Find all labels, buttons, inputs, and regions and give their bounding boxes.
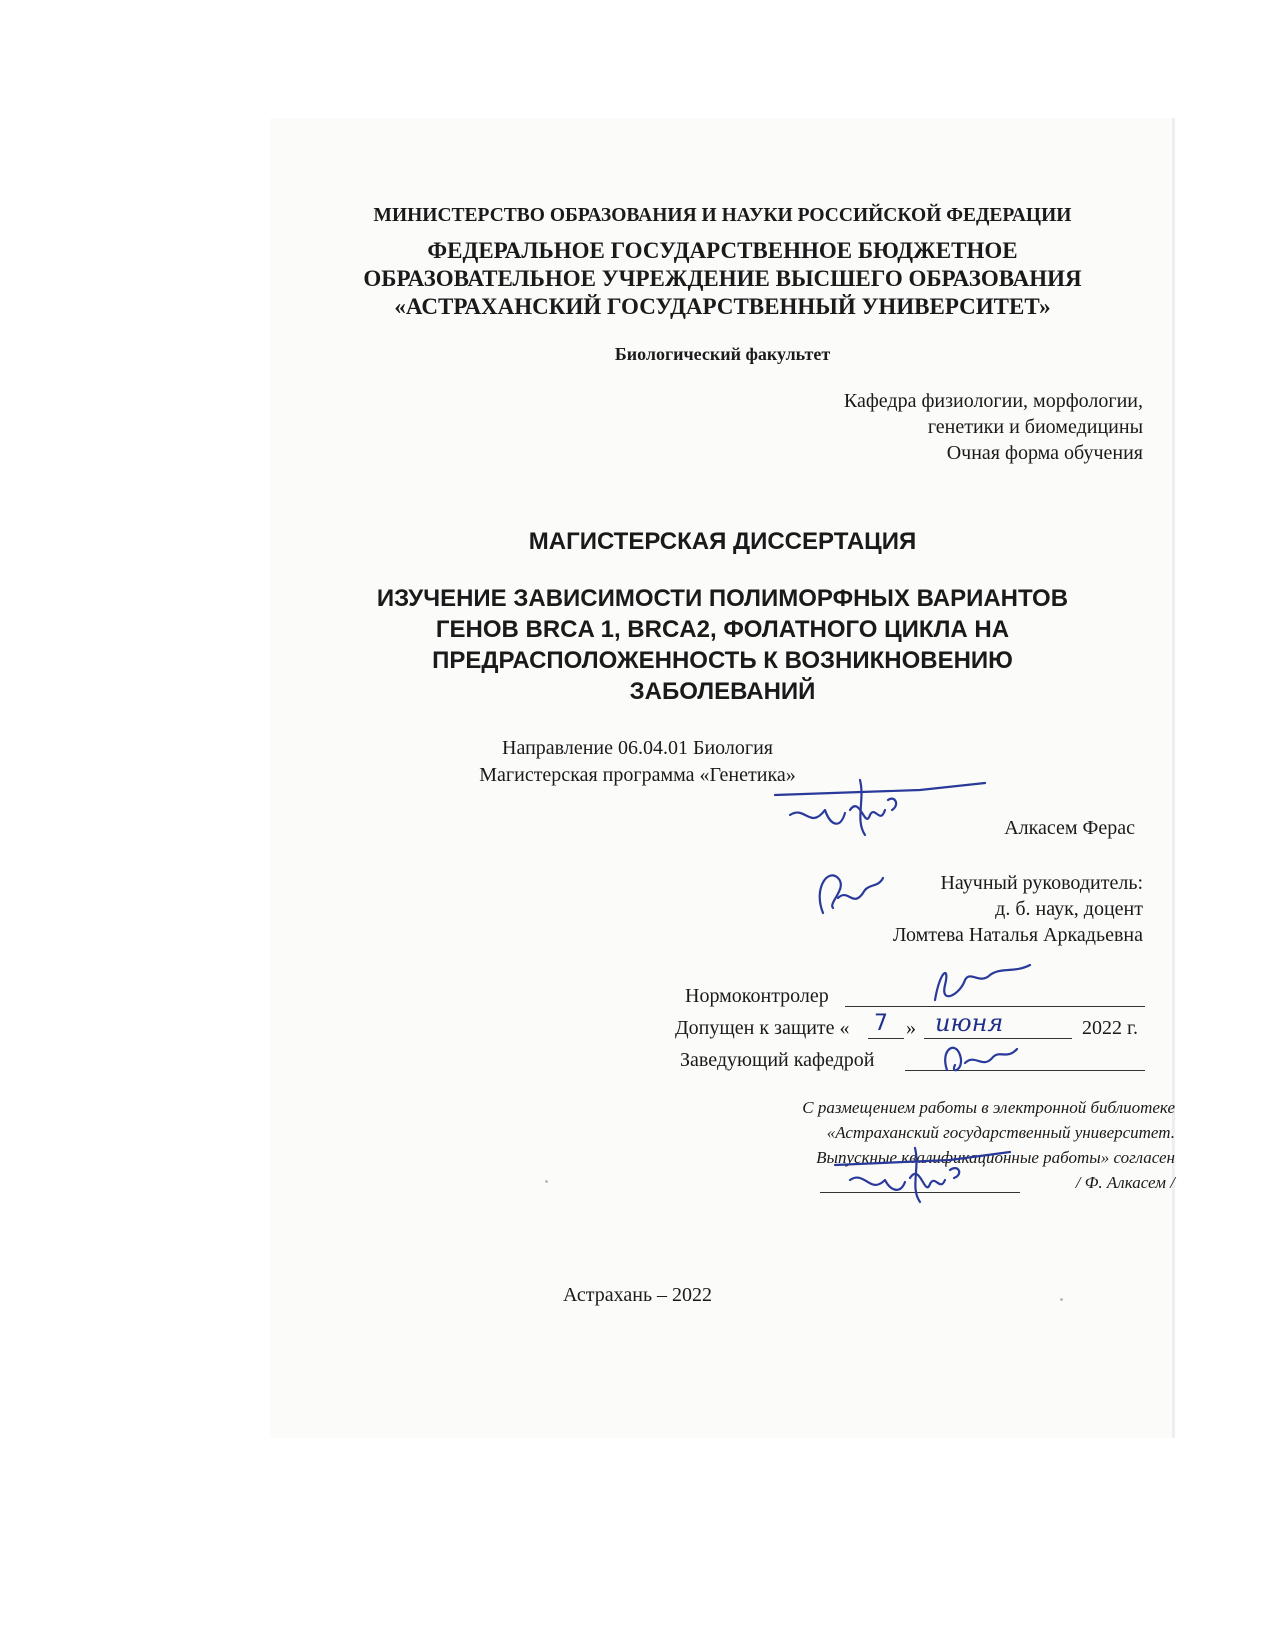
thesis-title-line: ГЕНОВ BRCA 1, BRCA2, ФОЛАТНОГО ЦИКЛА НА bbox=[435, 616, 1010, 643]
institution-line: «АСТРАХАНСКИЙ ГОСУДАРСТВЕННЫЙ УНИВЕРСИТЕТ» bbox=[394, 294, 1051, 319]
document-type: МАГИСТЕРСКАЯ ДИССЕРТАЦИЯ bbox=[528, 528, 917, 555]
admitted-day: 7 bbox=[874, 1011, 888, 1036]
department-line: генетики и биомедицины bbox=[927, 416, 1143, 438]
student-signature bbox=[770, 775, 990, 845]
consent-line: «Астраханский государственный университет. bbox=[826, 1123, 1175, 1142]
thesis-title-line: ИЗУЧЕНИЕ ЗАВИСИМОСТИ ПОЛИМОРФНЫХ ВАРИАНТОВ bbox=[376, 585, 1069, 612]
head-of-department-label: Заведующий кафедрой bbox=[680, 1049, 875, 1071]
admitted-label: Допущен к защите « bbox=[675, 1017, 850, 1039]
faculty-name: Биологический факультет bbox=[614, 344, 831, 364]
norm-controller-signature bbox=[920, 955, 1040, 1015]
consent-signature bbox=[830, 1140, 1030, 1210]
supervisor-name: Ломтева Наталья Аркадьевна bbox=[892, 924, 1143, 946]
thesis-title-line: ЗАБОЛЕВАНИЙ bbox=[629, 678, 816, 705]
consent-signer: / Ф. Алкасем / bbox=[1075, 1173, 1175, 1192]
norm-controller-label: Нормоконтролер bbox=[685, 985, 829, 1007]
supervisor-degree: д. б. наук, доцент bbox=[995, 898, 1143, 920]
consent-line: С размещением работы в электронной библиотеке bbox=[802, 1098, 1175, 1117]
scan-speck bbox=[1060, 1298, 1063, 1301]
city-year: Астрахань – 2022 bbox=[562, 1284, 713, 1306]
master-program: Магистерская программа «Генетика» bbox=[479, 764, 796, 786]
admitted-quote-close: » bbox=[906, 1017, 916, 1039]
head-of-department-signature bbox=[935, 1035, 1025, 1080]
thesis-title-line: ПРЕДРАСПОЛОЖЕННОСТЬ К ВОЗНИКНОВЕНИЮ bbox=[432, 647, 1013, 674]
supervisor-signature bbox=[808, 858, 898, 928]
institution-line: ФЕДЕРАЛЬНОЕ ГОСУДАРСТВЕННОЕ БЮДЖЕТНОЕ bbox=[427, 238, 1018, 263]
ministry-heading: МИНИСТЕРСТВО ОБРАЗОВАНИЯ И НАУКИ РОССИЙСКОЙ ФЕДЕРАЦИИ bbox=[373, 205, 1072, 226]
consent-line: Выпускные квалификационные работы» согласен bbox=[816, 1148, 1175, 1167]
admitted-month: июня bbox=[935, 1009, 1004, 1037]
department-line: Кафедра физиологии, морфологии, bbox=[843, 390, 1143, 412]
study-form: Очная форма обучения bbox=[946, 442, 1143, 464]
supervisor-role: Научный руководитель: bbox=[940, 872, 1143, 894]
date-day-line bbox=[868, 1038, 904, 1039]
study-direction: Направление 06.04.01 Биология bbox=[502, 737, 773, 759]
scan-speck bbox=[545, 1180, 548, 1183]
institution-line: ОБРАЗОВАТЕЛЬНОЕ УЧРЕЖДЕНИЕ ВЫСШЕГО ОБРАЗОВАНИЯ bbox=[363, 266, 1082, 291]
student-name: Алкасем Ферас bbox=[1004, 817, 1135, 839]
admitted-year: 2022 г. bbox=[1082, 1017, 1138, 1039]
